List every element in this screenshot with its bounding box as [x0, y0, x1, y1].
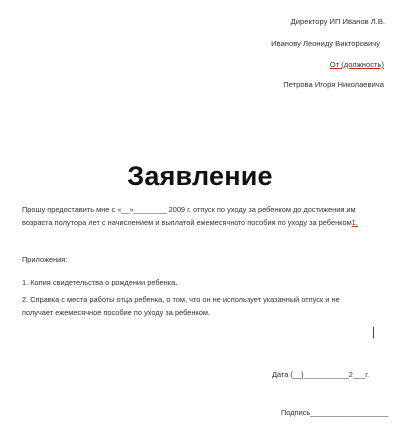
appendix-item-2-line-1: 2. Справка с места работы отца ребенка, о том, что он не использует указанный отпуск и не — [22, 295, 340, 304]
appendix-label: Приложения: — [22, 255, 68, 264]
addressee-line-2: Иванову Леониду Викторовичу — [271, 39, 380, 48]
footnote-marker: 1. — [351, 218, 358, 227]
text-cursor — [373, 327, 374, 338]
sender-position-line — [330, 60, 384, 70]
request-paragraph-line-2 — [22, 216, 392, 229]
appendix-item-1: 1. Копия свидетельства о рождении ребенка. — [22, 278, 178, 287]
request-paragraph-line-1: Прошу предоставить мне с «__»________ 2009 г. отпуск по уходу за ребенком до достижения им — [22, 205, 356, 214]
position-placeholder: (должность) — [339, 60, 384, 69]
signature-line: Подпись___________________ — [281, 408, 389, 417]
appendix-item-2-line-2: получает ежемесячное пособие по уходу за ребенком. — [22, 308, 210, 317]
request-paragraph-line-2-text: возраста полутора лет с начислением и выплатой ежемесячного пособия по уходу за ребенком — [22, 218, 352, 227]
addressee-line-1: Директору ИП Иванов Л.В. — [290, 17, 385, 26]
date-line: Дата (__)___________2___г. — [272, 370, 370, 379]
document-title: Заявление — [127, 161, 273, 191]
from-prefix: От — [329, 60, 340, 69]
sender-name-line: Петрова Игоря Николаевича — [283, 80, 384, 89]
